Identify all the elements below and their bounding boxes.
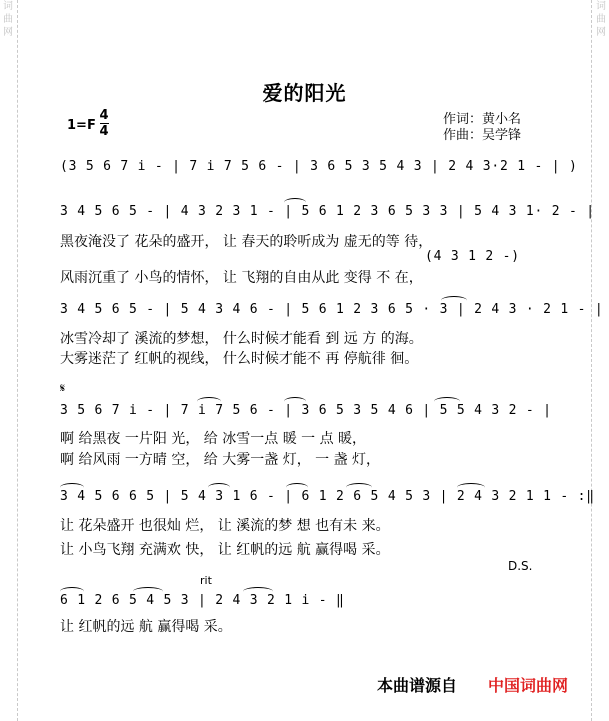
watermark-text: 词 曲 网 <box>596 1 606 38</box>
right-watermark <box>594 0 608 60</box>
notation-line-5: 6 1 2 6 5 4 5 3 | 2 4 3 2 1 i - ‖ <box>60 593 345 608</box>
lyrics-line-2b: 大雾迷茫了 红帆的视线， 什么时候才能不 再 停航徘 徊。 <box>60 351 419 367</box>
notation-line-4: 3 4 5 6 6 5 | 5 4 3 1 6 - | 6 1 2 6 5 4 5 3 | 2 4 3 2 1 1 - :‖ <box>60 489 595 504</box>
lyrics-line-5: 让 红帆的远 航 赢得喝 采。 <box>60 619 232 635</box>
left-border <box>17 0 18 721</box>
left-watermark <box>1 0 15 60</box>
source-label: 本曲谱源自 <box>377 676 458 695</box>
lyricist-credit: 作词：黄小名 <box>443 112 522 127</box>
right-border <box>591 0 592 721</box>
composer-credit: 作曲：吴学锋 <box>443 128 522 143</box>
time-top: 4 <box>99 108 109 123</box>
key-signature: 1=F <box>67 118 96 133</box>
song-title: 爱的阳光 <box>262 81 347 105</box>
time-signature <box>99 109 109 138</box>
time-bottom: 4 <box>99 124 109 139</box>
intro-notation: (3 5 6 7 i - | 7 i 7 5 6 - | 3 6 5 3 5 4 3 | 2 4 3·2 1 - | ) <box>60 159 578 174</box>
lyrics-line-4b: 让 小鸟飞翔 充满欢 快， 让 红帆的远 航 赢得喝 采。 <box>60 542 390 558</box>
lyrics-line-4a: 让 花朵盛开 也很灿 烂， 让 溪流的梦 想 也有未 来。 <box>60 518 390 534</box>
notation-line-1-alt: (4 3 1 2 -) <box>425 249 520 264</box>
notation-line-3: 3 5 6 7 i - | 7 i 7 5 6 - | 3 6 5 3 5 4 6 | 5 5 4 3 2 - | <box>60 403 552 418</box>
lyrics-line-1a: 黑夜淹没了 花朵的盛开， 让 春天的聆听成为 虚无的等 待， <box>60 234 433 250</box>
segno-sign: 𝄋 <box>60 381 66 395</box>
lyrics-line-3b: 啊 给风雨 一方晴 空， 给 大雾一盏 灯， 一 盏 灯， <box>60 452 381 468</box>
lyrics-line-3a: 啊 给黑夜 一片阳 光， 给 冰雪一点 暖 一 点 暖， <box>60 431 367 447</box>
lyrics-line-1b: 风雨沉重了 小鸟的情怀， 让 飞翔的自由从此 变得 不 在， <box>60 270 423 286</box>
dal-segno: D.S. <box>508 559 533 573</box>
notation-line-1: 3 4 5 6 5 - | 4 3 2 3 1 - | 5 6 1 2 3 6 5 3 3 | 5 4 3 1· 2 - | <box>60 204 595 219</box>
site-brand-link[interactable]: 中国词曲网 <box>488 676 569 695</box>
ritardando-mark: rit <box>200 574 212 587</box>
lyrics-line-2a: 冰雪冷却了 溪流的梦想， 什么时候才能看 到 远 方 的海。 <box>60 331 423 347</box>
watermark-text: 词 曲 网 <box>3 1 13 38</box>
notation-line-2: 3 4 5 6 5 - | 5 4 3 4 6 - | 5 6 1 2 3 6 5 · 3 | 2 4 3 · 2 1 - | <box>60 302 604 317</box>
